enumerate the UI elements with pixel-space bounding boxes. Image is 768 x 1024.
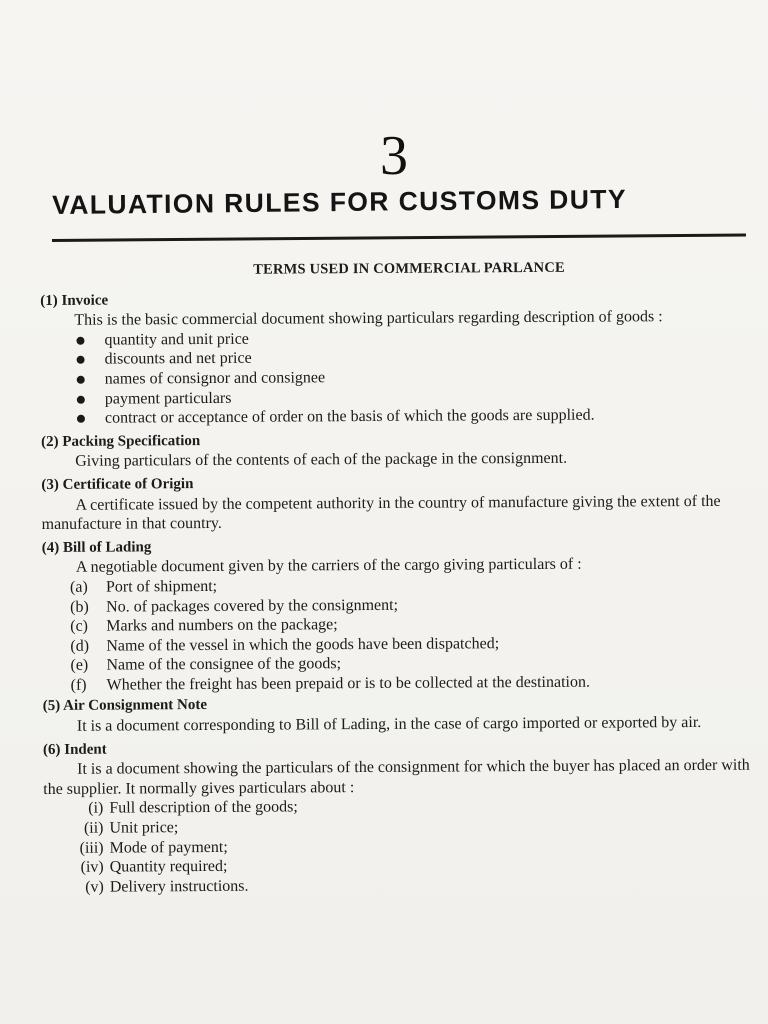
roman-list — [43, 795, 762, 897]
term-text: A certificate issued by the competent authority in the country of manufacture giving the extent of the manufacture in that country. — [41, 492, 721, 534]
list-item: (iv) Quantity required; — [80, 858, 228, 876]
list-item: (b) No. of packages covered by the consignment; — [70, 596, 399, 616]
chapter-number: 3 — [380, 125, 408, 187]
term-title: (1) Invoice — [40, 292, 109, 309]
title-divider — [52, 234, 746, 242]
list-item: (ii) Unit price; — [83, 819, 179, 837]
list-item: (c) Marks and numbers on the package; — [70, 616, 338, 635]
term-text: This is the basic commercial document showing particulars regarding description of goods : — [74, 308, 663, 329]
page-content — [40, 258, 762, 898]
bullet-item: names of consignor and consignee — [77, 366, 759, 390]
list-item: (i) Full description of the goods; — [88, 798, 298, 818]
list-item: (v) Delivery instructions. — [85, 877, 249, 896]
term-invoice — [40, 287, 759, 429]
term-title: (4) Bill of Lading — [41, 539, 152, 556]
list-item: (f) Whether the freight has been prepaid or is to be collected at the destination. — [70, 673, 591, 694]
term-title: (3) Certificate of Origin — [41, 476, 194, 493]
list-item: (e) Name of the consignee of the goods; — [70, 655, 342, 675]
term-title: (6) Indent — [42, 741, 107, 758]
bullet-item: discounts and net price — [77, 346, 759, 370]
section-heading: TERMS USED IN COMMERCIAL PARLANCE — [253, 259, 565, 278]
lettered-list — [42, 574, 761, 696]
term-title: (5) Air Consignment Note — [42, 697, 208, 715]
bullet-item: contract or acceptance of order on the basis of which the goods are supplied. — [77, 405, 759, 429]
bullet-list — [40, 326, 759, 428]
bullet-item: quantity and unit price — [76, 326, 758, 350]
term-text: Giving particulars of the contents of each of the package in the consignment. — [75, 450, 568, 471]
chapter-title: VALUATION RULES FOR CUSTOMS DUTY — [52, 183, 628, 220]
bullet-item: payment particulars — [77, 385, 759, 409]
term-title: (2) Packing Specification — [41, 432, 201, 450]
list-item: (d) Name of the vessel in which the goods have been dispatched; — [70, 634, 500, 655]
list-item: (a) Port of shipment; — [69, 577, 218, 596]
term-indent — [43, 736, 762, 897]
term-text: It is a document corresponding to Bill of Lading, in the case of cargo imported or exported by air. — [76, 714, 702, 735]
term-bill-of-lading — [42, 534, 761, 695]
term-air-consignment-note — [43, 693, 761, 737]
term-text: A negotiable document given by the carriers of the cargo giving particulars of : — [75, 556, 582, 577]
list-item: (iii) Mode of payment; — [79, 838, 228, 857]
term-certificate-of-origin — [41, 472, 759, 535]
term-packing-specification — [41, 428, 759, 472]
term-text: It is a document showing the particulars of the consignment for which the buyer has placed an order with the supplier. It normally gives particulars about : — [43, 756, 750, 798]
